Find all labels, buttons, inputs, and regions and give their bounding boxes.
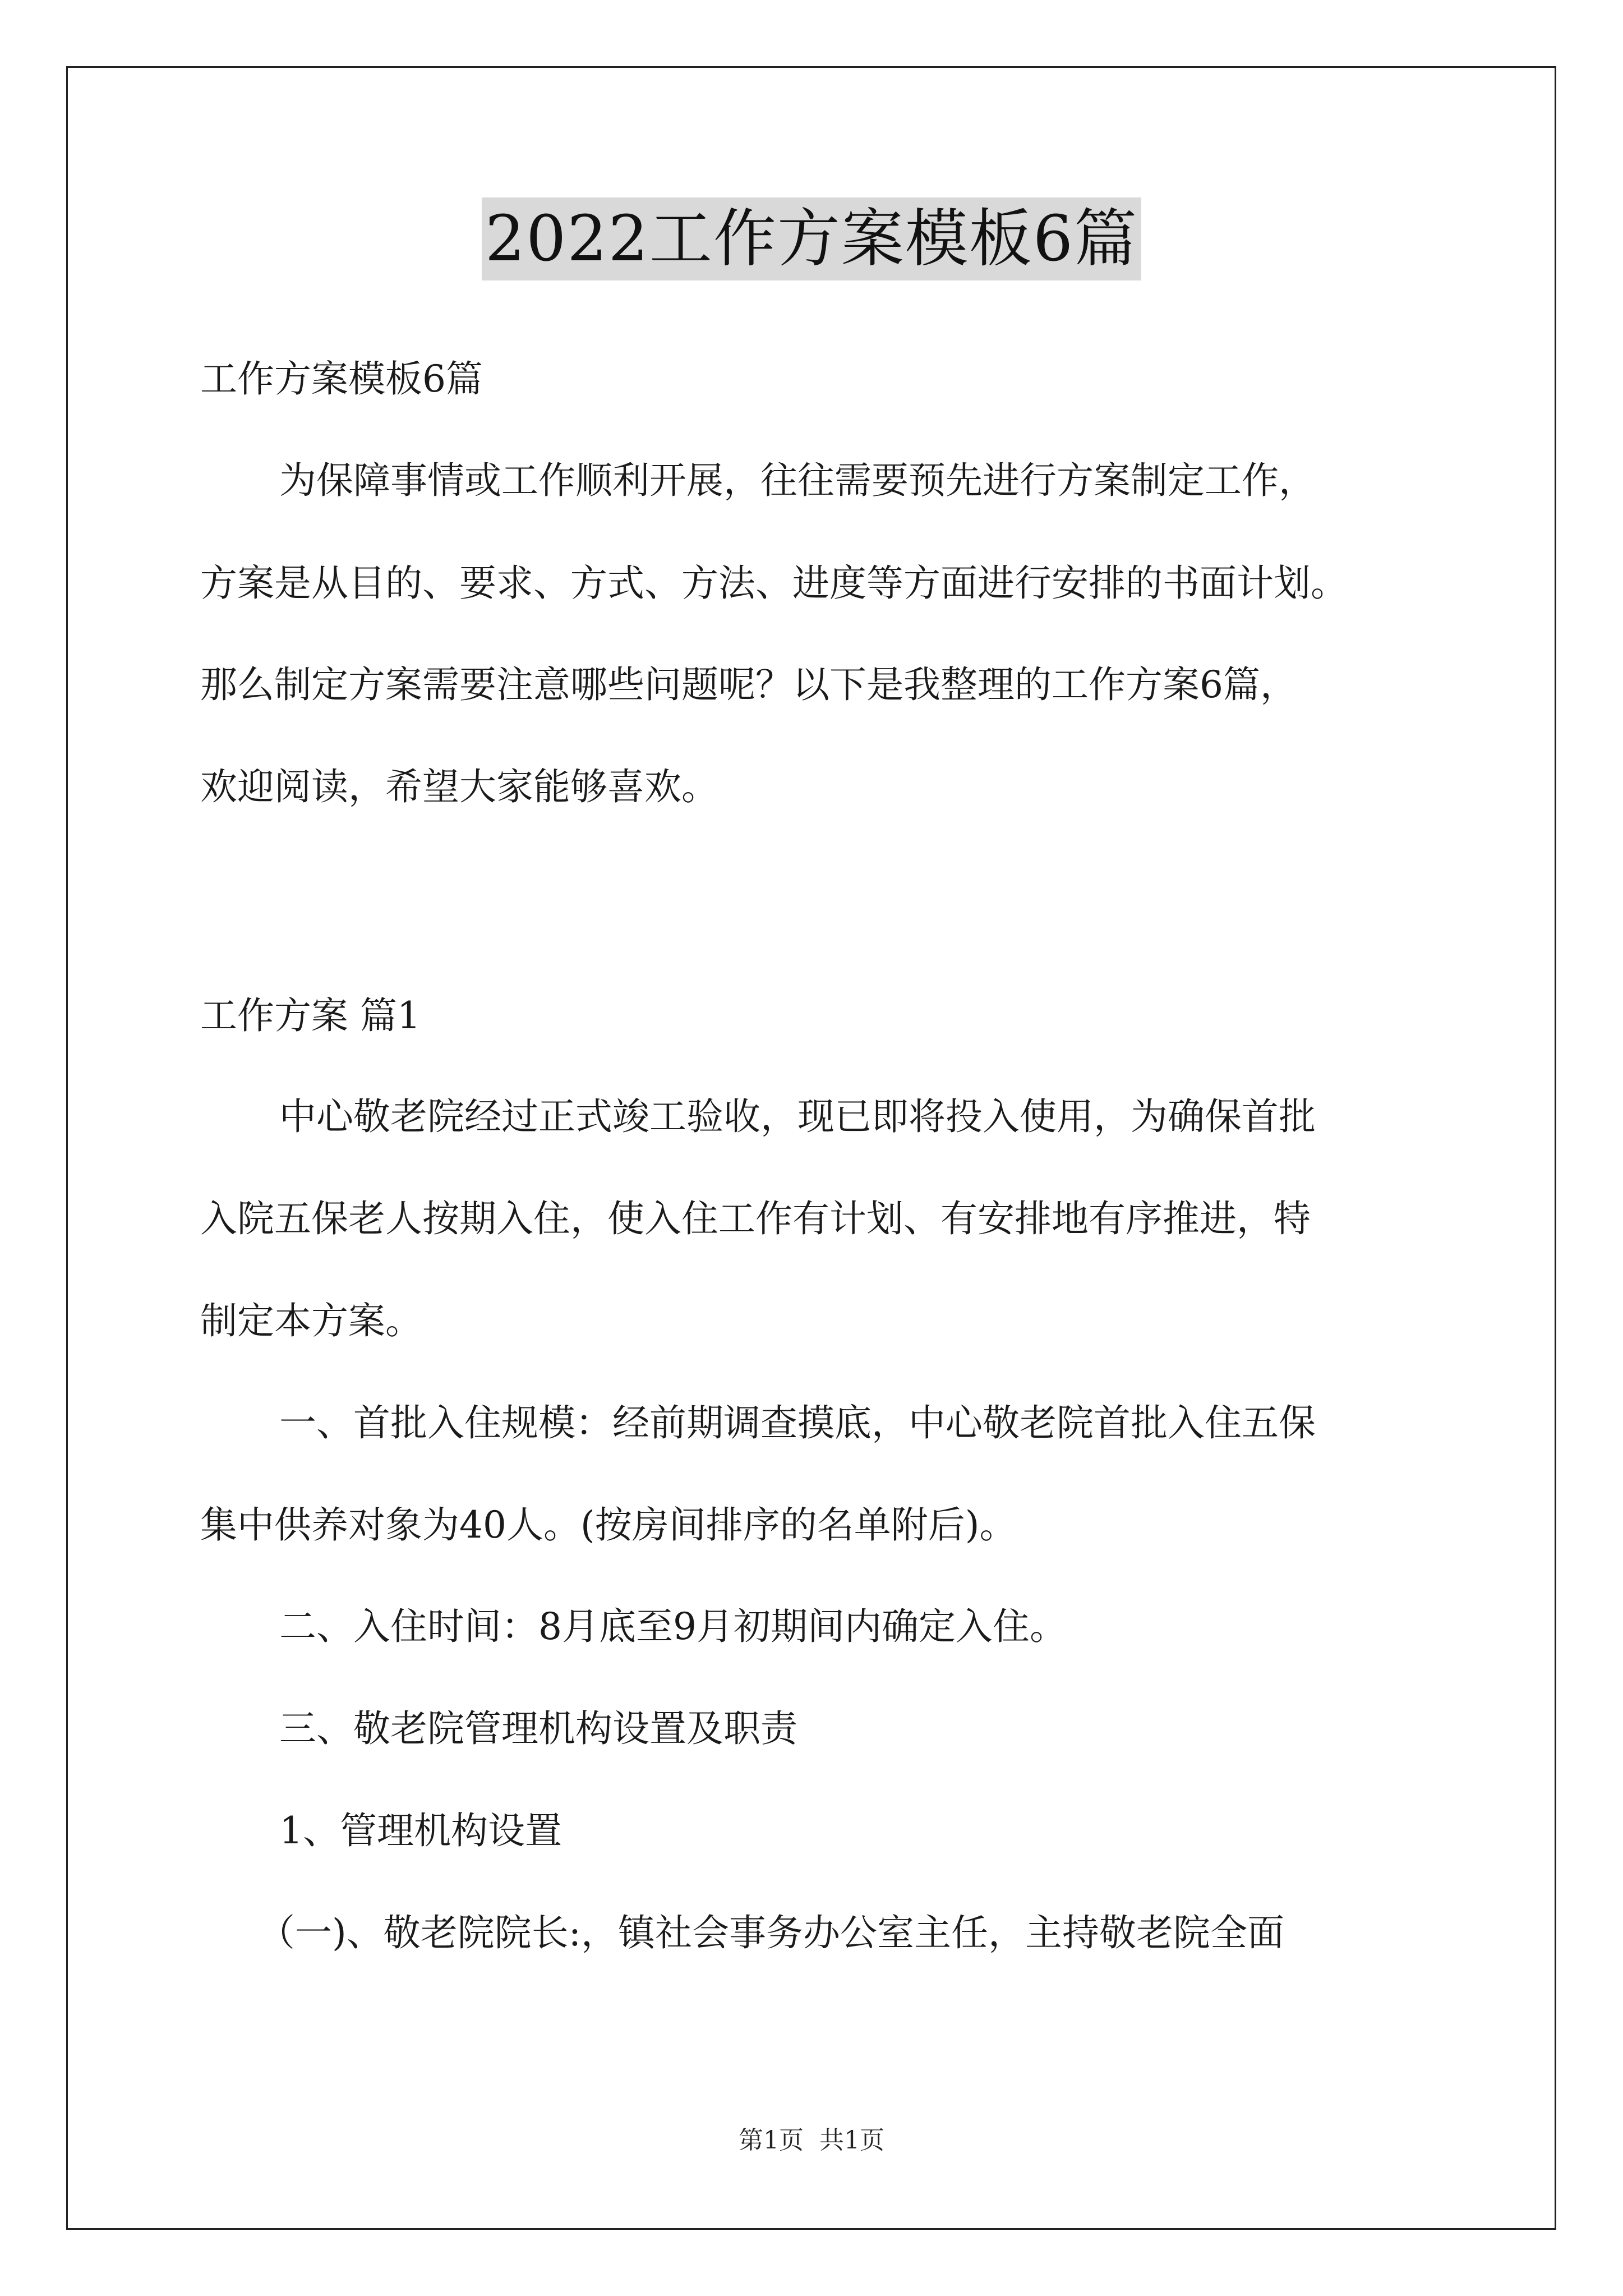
section-line-8: 1、管理机构设置 — [279, 1809, 562, 1852]
intro-line-1: 为保障事情或工作顺利开展，往往需要预先进行方案制定工作， — [279, 459, 1316, 502]
section-line-2: 入院五保老人按期入住，使入住工作有计划、有安排地有序推进，特 — [200, 1197, 1311, 1240]
section-line-4: 一、首批入住规模：经前期调查摸底，中心敬老院首批入住五保 — [279, 1401, 1316, 1444]
title-container — [0, 197, 1623, 280]
page-footer — [0, 2124, 1623, 2157]
section-line-9: （一)、敬老院院长:，镇社会事务办公室主任，主持敬老院全面 — [258, 1911, 1284, 1954]
section-line-1: 中心敬老院经过正式竣工验收，现已即将投入使用，为确保首批 — [279, 1095, 1316, 1138]
section-line-3: 制定本方案。 — [200, 1299, 422, 1342]
page-number-current: 第1页 — [739, 2126, 804, 2155]
section-heading: 工作方案 篇1 — [200, 994, 421, 1037]
page-number-total: 共1页 — [819, 2126, 884, 2155]
section-line-5: 集中供养对象为40人。(按房间排序的名单附后)。 — [200, 1503, 1017, 1547]
section-line-6: 二、入住时间：8月底至9月初期间内确定入住。 — [279, 1605, 1067, 1648]
document-subtitle: 工作方案模板6篇 — [200, 357, 483, 401]
intro-line-3: 那么制定方案需要注意哪些问题呢？以下是我整理的工作方案6篇， — [200, 663, 1297, 706]
section-line-7: 三、敬老院管理机构设置及职责 — [279, 1707, 797, 1750]
intro-line-4: 欢迎阅读，希望大家能够喜欢。 — [200, 765, 718, 808]
document-title: 2022工作方案模板6篇 — [482, 197, 1141, 280]
intro-line-2: 方案是从目的、要求、方式、方法、进度等方面进行安排的书面计划。 — [200, 562, 1348, 605]
